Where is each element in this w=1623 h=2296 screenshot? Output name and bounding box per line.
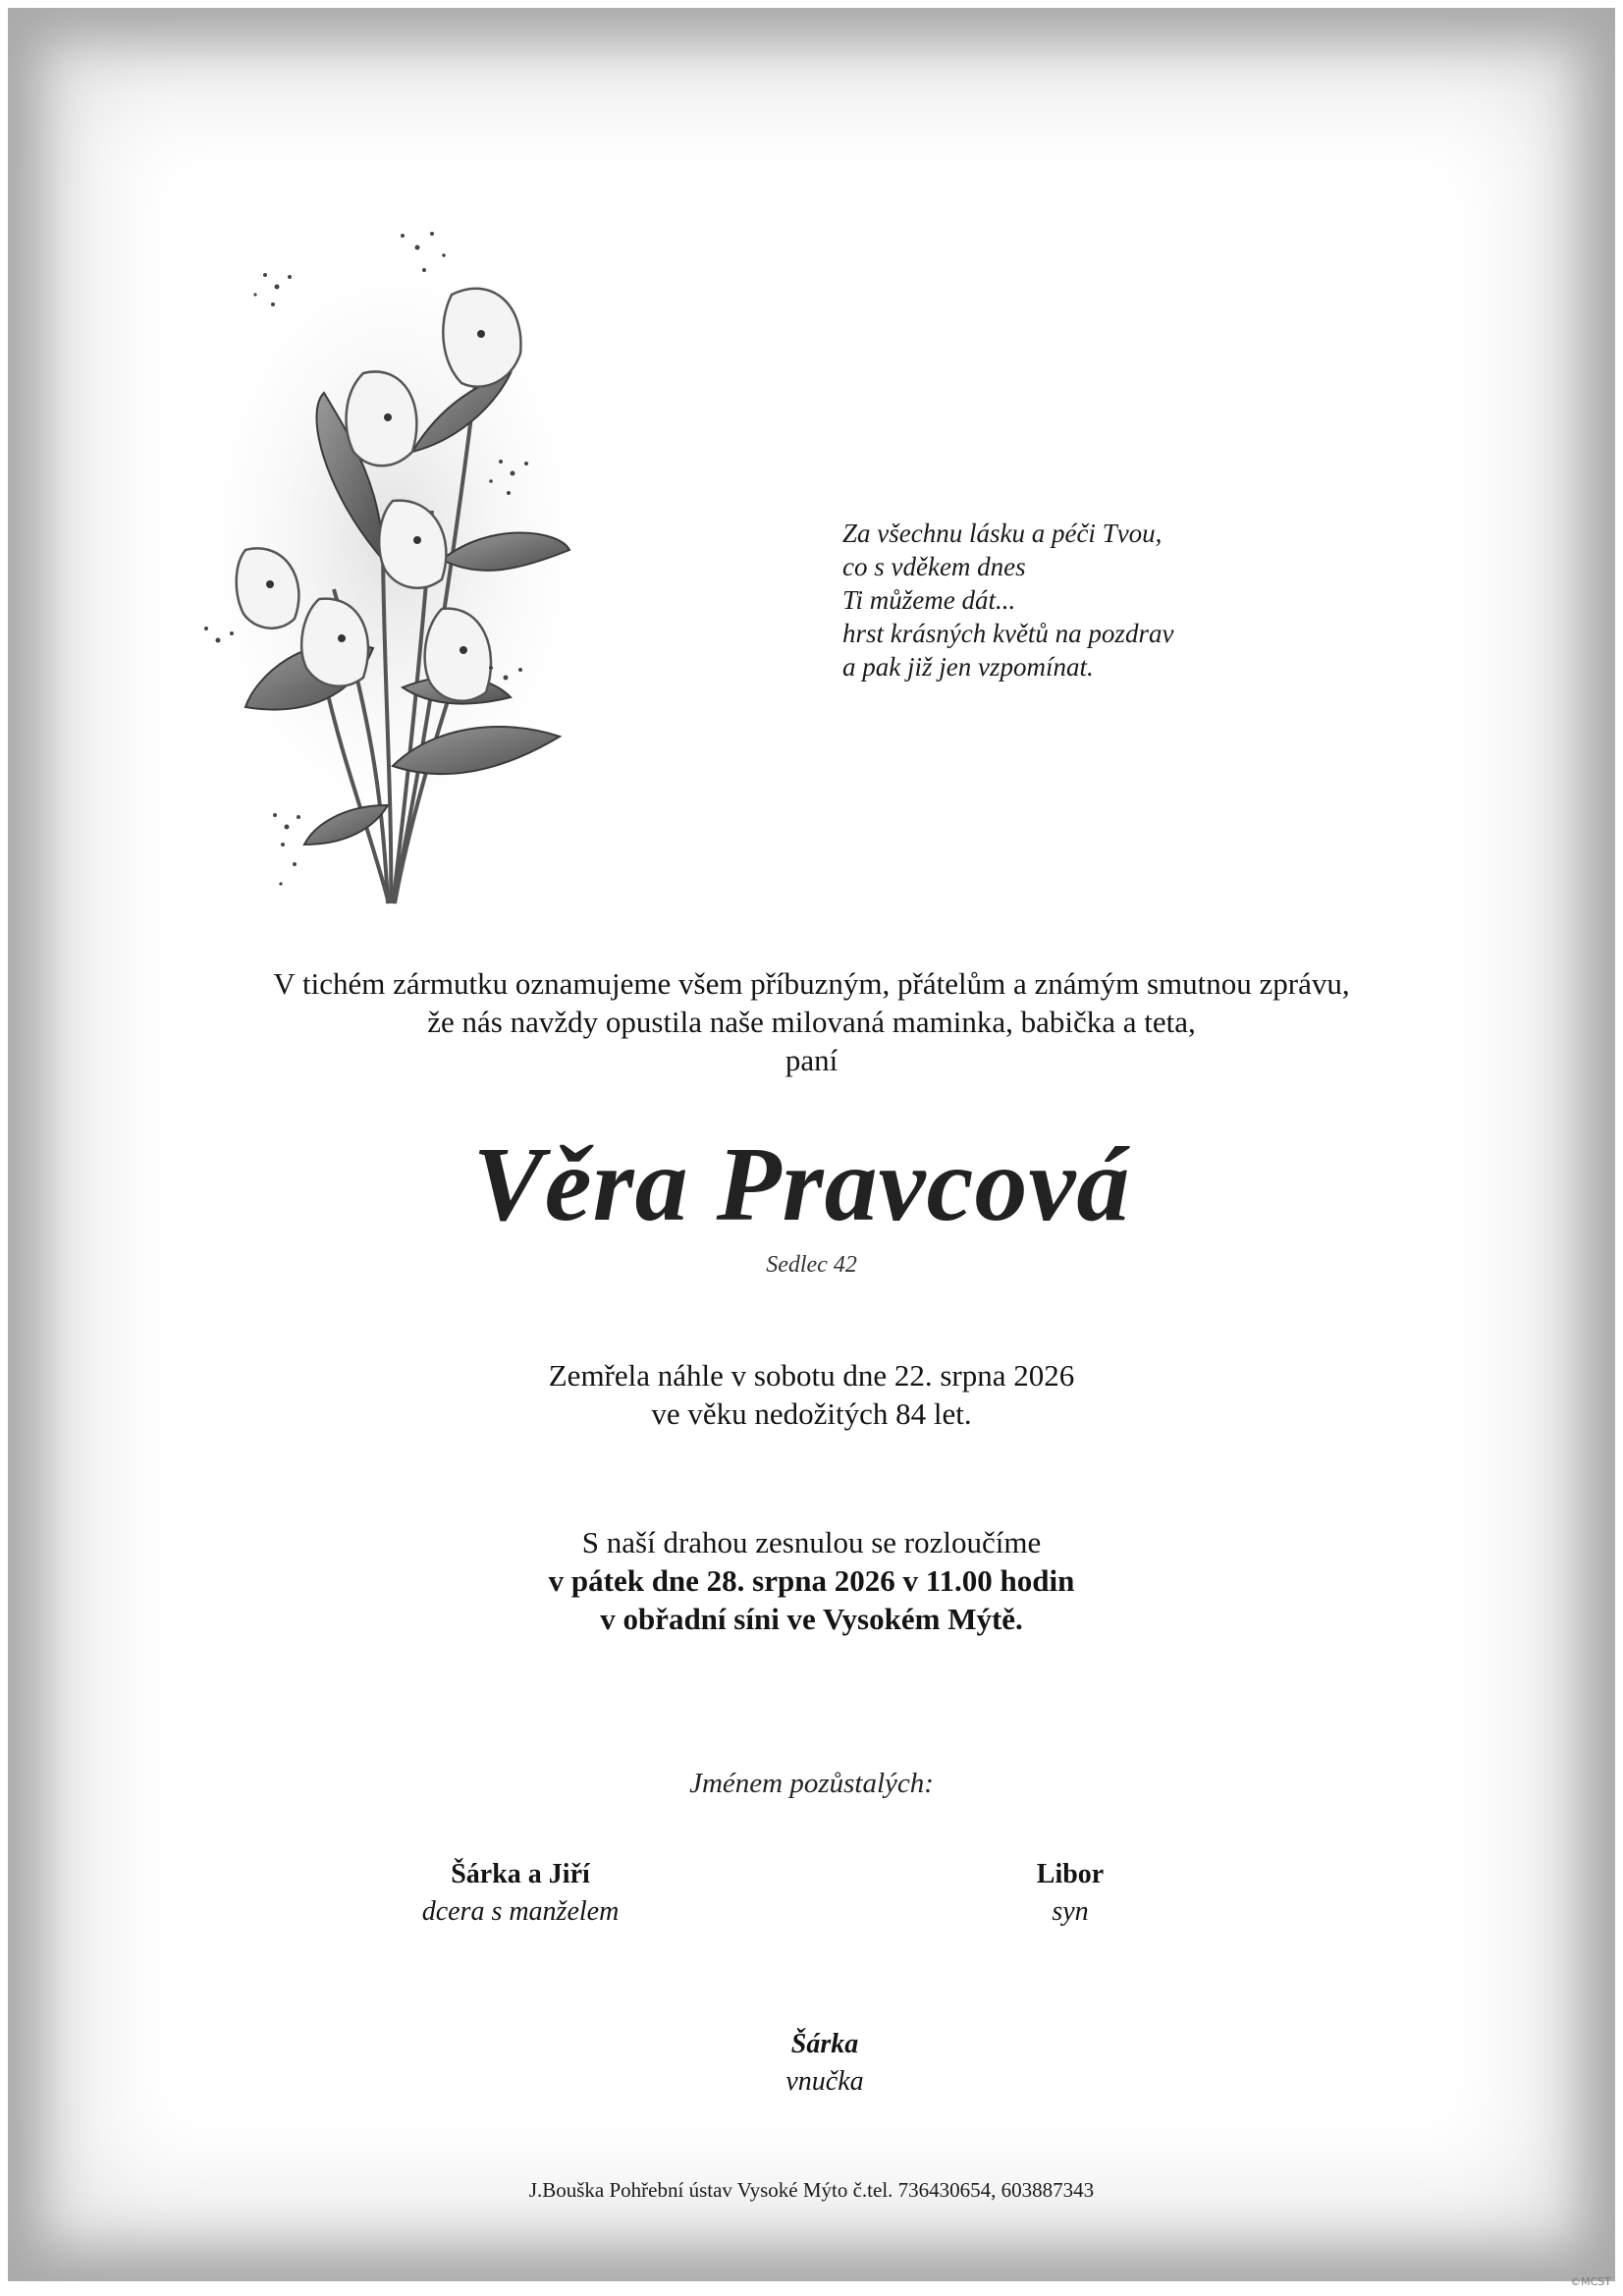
farewell-datetime: v pátek dne 28. srpna 2026 v 11.00 hodin [548,1563,1075,1598]
announcement-line: paní [784,1043,839,1077]
poem-line: Za všechnu lásku a péči Tvou, [842,519,1163,548]
poem-line: Ti můžeme dát... [842,585,1016,615]
poem-line: a pak již jen vzpomínat. [842,652,1094,682]
death-line: Zemřela náhle v sobotu dne 22. srpna 2026 [548,1358,1075,1393]
death-notice [0,1356,1623,1433]
announcement-text [0,964,1623,1079]
farewell-line: S naší drahou zesnulou se rozloučíme [581,1525,1042,1559]
survivor-relation: vnučka [785,2066,864,2097]
survivor-entry [677,2026,972,2101]
survivor-entry [373,1856,668,1931]
deceased-address: Sedlec 42 [766,1252,857,1278]
survivor-relation: dcera s manželem [421,1896,620,1927]
corner-mark: ©MCST [1570,2275,1611,2288]
calla-lily-bouquet-icon [196,216,628,933]
death-line: ve věku nedožitých 84 let. [651,1396,972,1431]
memorial-poem [842,517,1173,683]
survivor-relation: syn [1052,1896,1089,1927]
announcement-line: V tichém zármutku oznamujeme všem příbuzným, přátelům a známým smutnou zprávu, [273,966,1350,1001]
poem-line: co s vděkem dnes [842,552,1026,581]
poem-line: hrst krásných květů na pozdrav [842,619,1174,648]
survivor-entry [923,1856,1217,1931]
farewell-location: v obřadní síni ve Vysokém Mýtě. [600,1602,1023,1636]
survivors-title: Jménem pozůstalých: [689,1768,934,1799]
survivor-name: Šárka [790,2029,859,2059]
funeral-home-footer: J.Bouška Pohřební ústav Vysoké Mýto č.tel. 736430654, 603887343 [528,2178,1095,2202]
deceased-name: Věra Pravcová [472,1126,1131,1243]
farewell-notice [0,1523,1623,1638]
announcement-line: že nás navždy opustila naše milovaná maminka, babička a teta, [427,1005,1196,1039]
survivor-name: Šárka a Jiří [451,1859,590,1889]
survivor-name: Libor [1036,1859,1105,1889]
